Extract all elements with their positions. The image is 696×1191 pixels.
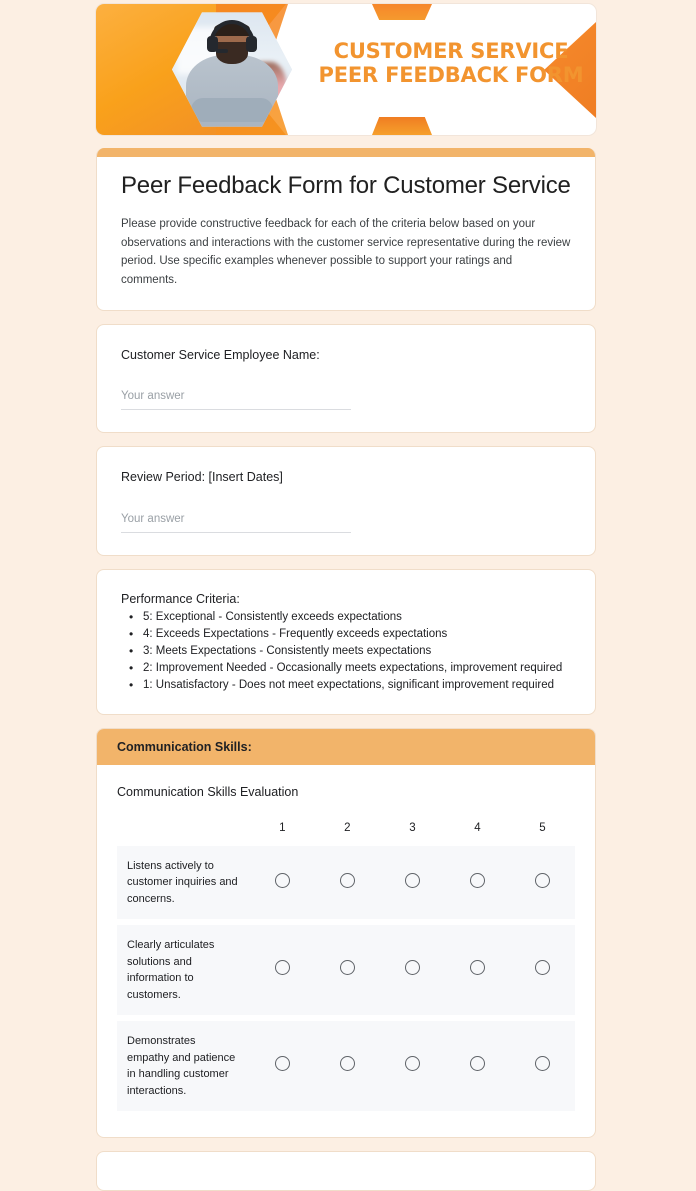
page-title: Peer Feedback Form for Customer Service bbox=[121, 172, 571, 199]
radio-button-icon[interactable] bbox=[405, 1056, 420, 1071]
banner-title-line2: PEER FEEDBACK FORM bbox=[318, 62, 584, 87]
list-item: • 2: Improvement Needed - Occasionally meets expectations, improvement required bbox=[143, 660, 571, 677]
radio-button-icon[interactable] bbox=[535, 873, 550, 888]
column-header-3: 3 bbox=[409, 821, 416, 834]
radio-button-icon[interactable] bbox=[405, 960, 420, 975]
radio-button-icon[interactable] bbox=[535, 1056, 550, 1071]
criteria-list bbox=[121, 609, 571, 694]
headset-earcup-right bbox=[246, 36, 257, 51]
table-row bbox=[117, 925, 575, 1015]
column-header-1: 1 bbox=[279, 821, 286, 834]
radio-cell-r1c2[interactable] bbox=[315, 846, 380, 920]
performance-criteria-card bbox=[96, 569, 596, 715]
banner-tab-top bbox=[372, 4, 432, 20]
radio-cell-r2c1[interactable] bbox=[250, 925, 315, 1015]
radio-cell-r2c5[interactable] bbox=[510, 925, 575, 1015]
banner-title-line1: CUSTOMER SERVICE bbox=[333, 39, 569, 63]
list-item: • 4: Exceeds Expectations - Frequently exceeds expectations bbox=[143, 626, 571, 643]
radio-button-icon[interactable] bbox=[275, 1056, 290, 1071]
question-card-employee-name bbox=[96, 324, 596, 434]
rating-grid bbox=[117, 821, 575, 1112]
radio-cell-r3c2[interactable] bbox=[315, 1021, 380, 1111]
header-banner bbox=[96, 4, 596, 135]
column-header-5: 5 bbox=[539, 821, 546, 834]
radio-cell-r1c4[interactable] bbox=[445, 846, 510, 920]
radio-button-icon[interactable] bbox=[470, 1056, 485, 1071]
row-label: Listens actively to customer inquiries and concerns. bbox=[127, 859, 238, 905]
radio-button-icon[interactable] bbox=[275, 873, 290, 888]
section-body bbox=[97, 765, 595, 1138]
radio-cell-r2c4[interactable] bbox=[445, 925, 510, 1015]
rating-grid-header bbox=[117, 821, 575, 846]
radio-button-icon[interactable] bbox=[405, 873, 420, 888]
communication-skills-card bbox=[96, 728, 596, 1139]
radio-button-icon[interactable] bbox=[275, 960, 290, 975]
criteria-heading: Performance Criteria: bbox=[121, 591, 240, 606]
question-label: Review Period: [Insert Dates] bbox=[121, 470, 283, 485]
form-accent-bar bbox=[97, 148, 595, 157]
rating-grid-header-row bbox=[117, 821, 575, 846]
form-page bbox=[0, 4, 696, 1191]
radio-cell-r3c5[interactable] bbox=[510, 1021, 575, 1111]
radio-button-icon[interactable] bbox=[470, 873, 485, 888]
radio-button-icon[interactable] bbox=[340, 960, 355, 975]
row-label: Clearly articulates solutions and information to customers. bbox=[127, 939, 215, 1001]
next-section-card-partial bbox=[96, 1151, 596, 1191]
list-item: • 3: Meets Expectations - Consistently meets expectations bbox=[143, 643, 571, 660]
question-label: Customer Service Employee Name: bbox=[121, 347, 320, 362]
rating-grid-corner bbox=[117, 821, 250, 846]
answer-input-employee-name[interactable] bbox=[121, 386, 351, 410]
column-header-2: 2 bbox=[344, 821, 351, 834]
radio-button-icon[interactable] bbox=[470, 960, 485, 975]
form-title-card bbox=[96, 148, 596, 311]
photo-agent-arms bbox=[191, 98, 273, 122]
radio-cell-r2c3[interactable] bbox=[380, 925, 445, 1015]
radio-cell-r3c4[interactable] bbox=[445, 1021, 510, 1111]
grid-title: Communication Skills Evaluation bbox=[117, 784, 299, 799]
radio-button-icon[interactable] bbox=[340, 1056, 355, 1071]
radio-cell-r3c3[interactable] bbox=[380, 1021, 445, 1111]
radio-cell-r1c3[interactable] bbox=[380, 846, 445, 920]
answer-input-review-period[interactable] bbox=[121, 509, 351, 533]
radio-cell-r1c1[interactable] bbox=[250, 846, 315, 920]
banner-tab-bottom bbox=[372, 117, 432, 135]
answer-placeholder: Your answer bbox=[121, 390, 185, 403]
rating-grid-body bbox=[117, 846, 575, 1112]
list-item: • 1: Unsatisfactory - Does not meet expectations, significant improvement required bbox=[143, 677, 571, 694]
radio-cell-r2c2[interactable] bbox=[315, 925, 380, 1015]
row-label: Demonstrates empathy and patience in handling customer interactions. bbox=[127, 1035, 236, 1097]
form-description: Please provide constructive feedback for each of the criteria below based on your observations and interactions with the customer service representative during the review period. Use specific examples whenever possible to support your ratings and comments. bbox=[121, 218, 571, 287]
section-header-communication-skills: Communication Skills: bbox=[97, 729, 595, 765]
table-row bbox=[117, 846, 575, 920]
answer-placeholder: Your answer bbox=[121, 512, 185, 525]
banner-title bbox=[306, 40, 596, 87]
question-card-review-period bbox=[96, 446, 596, 556]
headset-mic bbox=[216, 49, 228, 53]
table-row bbox=[117, 1021, 575, 1111]
list-item: • 5: Exceptional - Consistently exceeds expectations bbox=[143, 609, 571, 626]
radio-button-icon[interactable] bbox=[535, 960, 550, 975]
radio-cell-r3c1[interactable] bbox=[250, 1021, 315, 1111]
column-header-4: 4 bbox=[474, 821, 481, 834]
radio-cell-r1c5[interactable] bbox=[510, 846, 575, 920]
radio-button-icon[interactable] bbox=[340, 873, 355, 888]
